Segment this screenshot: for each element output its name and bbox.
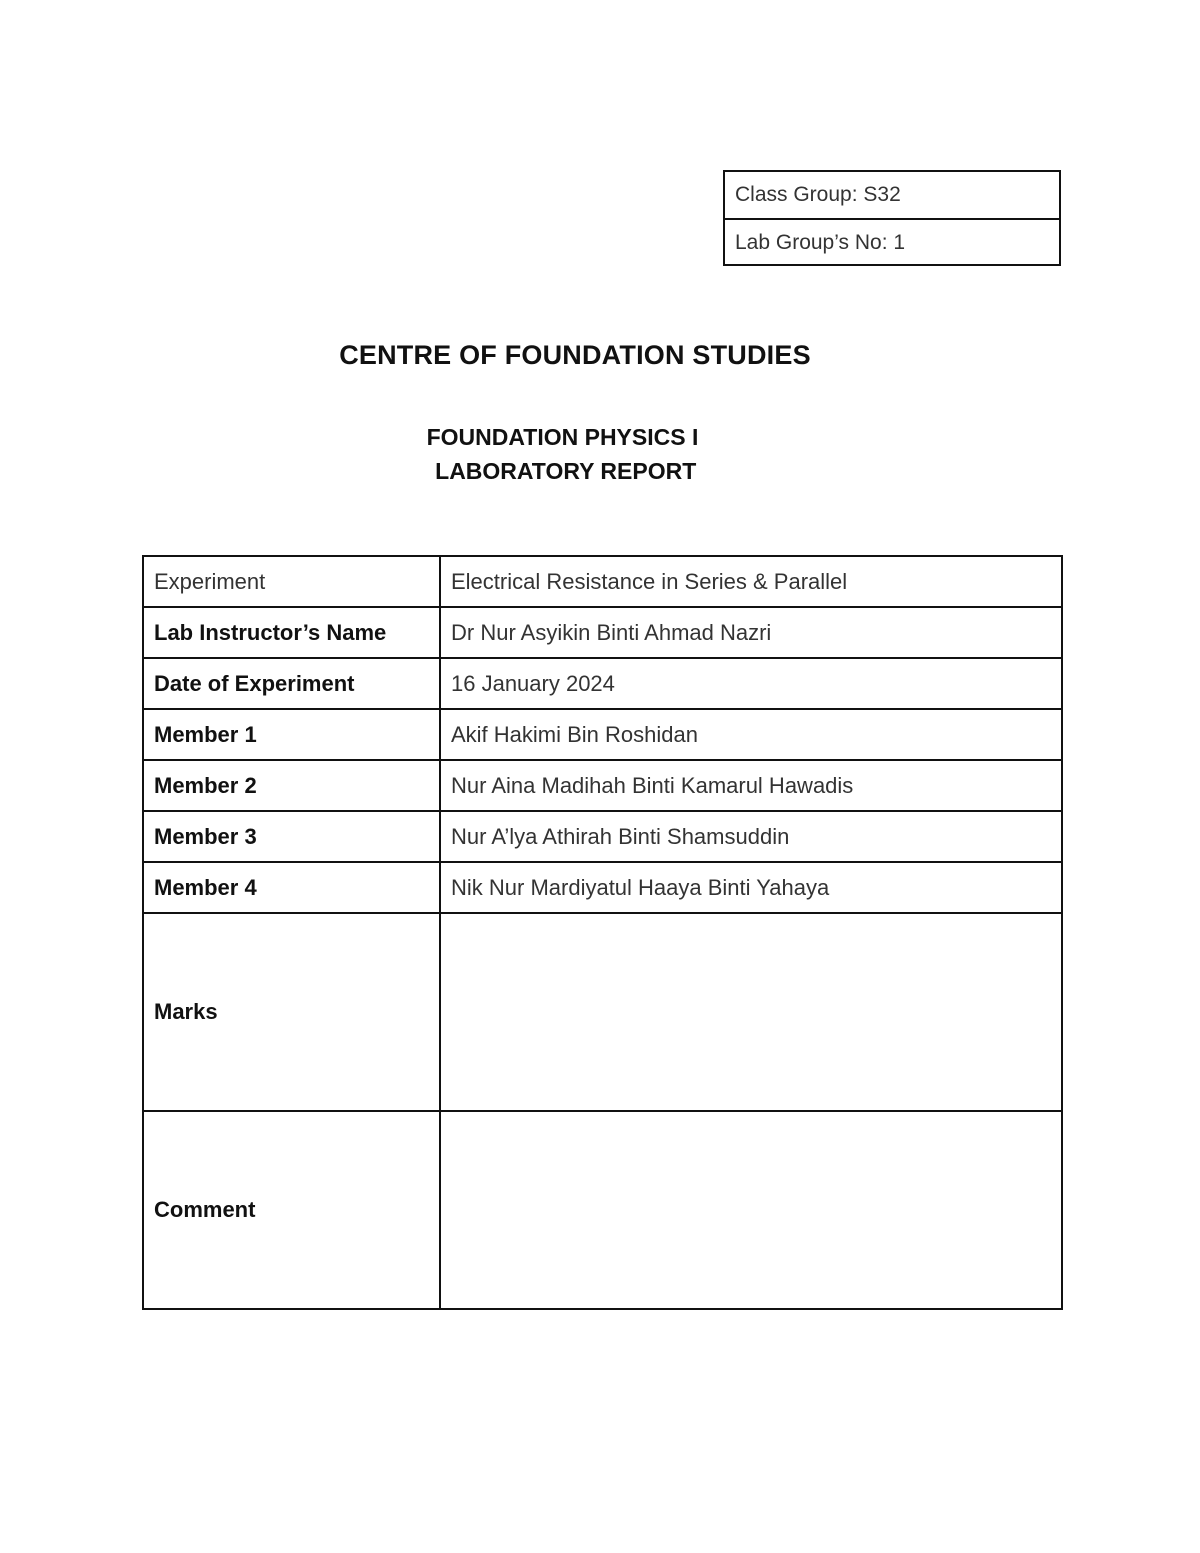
lab-group-number: Lab Group’s No: 1	[725, 218, 1059, 264]
table-row-marks	[143, 913, 1062, 1111]
member-3-label: Member 3	[143, 811, 440, 862]
date-label: Date of Experiment	[143, 658, 440, 709]
member-4-value: Nik Nur Mardiyatul Haaya Binti Yahaya	[440, 862, 1062, 913]
table-row-date	[143, 658, 1062, 709]
member-1-label: Member 1	[143, 709, 440, 760]
table-row-member-2	[143, 760, 1062, 811]
marks-value	[440, 913, 1062, 1111]
experiment-label: Experiment	[143, 556, 440, 607]
course-title	[0, 420, 1125, 488]
member-4-label: Member 4	[143, 862, 440, 913]
experiment-value: Electrical Resistance in Series & Parallel	[440, 556, 1062, 607]
table-row-experiment	[143, 556, 1062, 607]
report-details-table	[142, 555, 1063, 1310]
date-value: 16 January 2024	[440, 658, 1062, 709]
class-group: Class Group: S32	[735, 183, 901, 206]
table-row-instructor	[143, 607, 1062, 658]
group-info-box	[723, 170, 1061, 266]
table-row-member-4	[143, 862, 1062, 913]
table-row-member-1	[143, 709, 1062, 760]
comment-value	[440, 1111, 1062, 1309]
marks-label: Marks	[143, 913, 440, 1111]
member-2-value: Nur Aina Madihah Binti Kamarul Hawadis	[440, 760, 1062, 811]
comment-label: Comment	[143, 1111, 440, 1309]
member-2-label: Member 2	[143, 760, 440, 811]
report-type: LABORATORY REPORT	[428, 458, 697, 484]
member-1-value: Akif Hakimi Bin Roshidan	[440, 709, 1062, 760]
instructor-label: Lab Instructor’s Name	[143, 607, 440, 658]
course-name: FOUNDATION PHYSICS I	[426, 424, 699, 450]
member-3-value: Nur A’lya Athirah Binti Shamsuddin	[440, 811, 1062, 862]
table-row-member-3	[143, 811, 1062, 862]
table-row-comment	[143, 1111, 1062, 1309]
instructor-value: Dr Nur Asyikin Binti Ahmad Nazri	[440, 607, 1062, 658]
institution-title: CENTRE OF FOUNDATION STUDIES	[339, 340, 811, 370]
